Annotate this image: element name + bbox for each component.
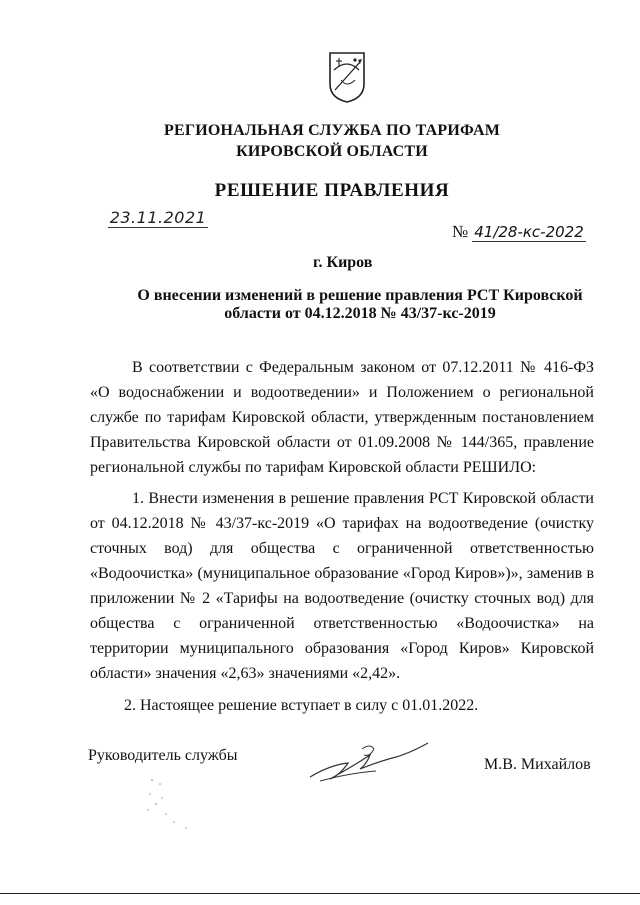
title-line2: области от 04.12.2018 № 43/37-кс-2019 — [224, 305, 496, 322]
decision-number-value: 41/28-кс-2022 — [474, 223, 584, 241]
faint-stamp-marks — [140, 770, 220, 840]
document-title — [130, 287, 590, 323]
decision-number — [452, 222, 586, 242]
organization-name-line2: КИРОВСКОЙ ОБЛАСТИ — [236, 143, 428, 160]
signatory-name: М.В. Михайлов — [484, 756, 591, 773]
handwritten-signature — [300, 735, 440, 795]
clause-1-paragraph: 1. Внести изменения в решение правления РСТ Кировской области от 04.12.2018 № 43/37-кс-2019 «О тарифах на водоотведение (очистку сточных вод) для общества с ограниченной ответственностью «Водоочистка» (муниципальное образование «Город Киров»)», заменив в приложении № 2 «Тарифы на водоотведение (очистку сточных вод) для общества с ограниченной ответственностью «Водоочистка» на территории муниципального образования «Город Киров» Кировской области» значения «2,63» значениями «2,42». — [90, 490, 594, 682]
scan-edge-line — [0, 893, 640, 894]
clause-2-paragraph: 2. Настоящее решение вступает в силу с 01.01.2022. — [124, 697, 479, 714]
title-line1: О внесении изменений в решение правления РСТ Кировской — [137, 287, 583, 304]
preamble-paragraph: В соответствии с Федеральным законом от 07.12.2011 № 416-ФЗ «О водоснабжении и водоотведении» и Положением о региональной службе по тарифам Кировской области, утвержденным постановлением Правительства Кировской области от 01.09.2008 № 144/365, правление региональной службы по тарифам Кировской области РЕШИЛО: — [90, 359, 594, 476]
number-sign: № — [452, 222, 469, 241]
signatory-position: Руководитель службы — [88, 747, 238, 764]
document-type-heading: РЕШЕНИЕ ПРАВЛЕНИЯ — [214, 180, 450, 201]
city-label: г. Киров — [313, 254, 373, 271]
organization-name-line1: РЕГИОНАЛЬНАЯ СЛУЖБА ПО ТАРИФАМ — [163, 122, 501, 139]
coat-of-arms-emblem — [327, 50, 367, 104]
decision-date: 23.11.2021 — [109, 208, 207, 227]
